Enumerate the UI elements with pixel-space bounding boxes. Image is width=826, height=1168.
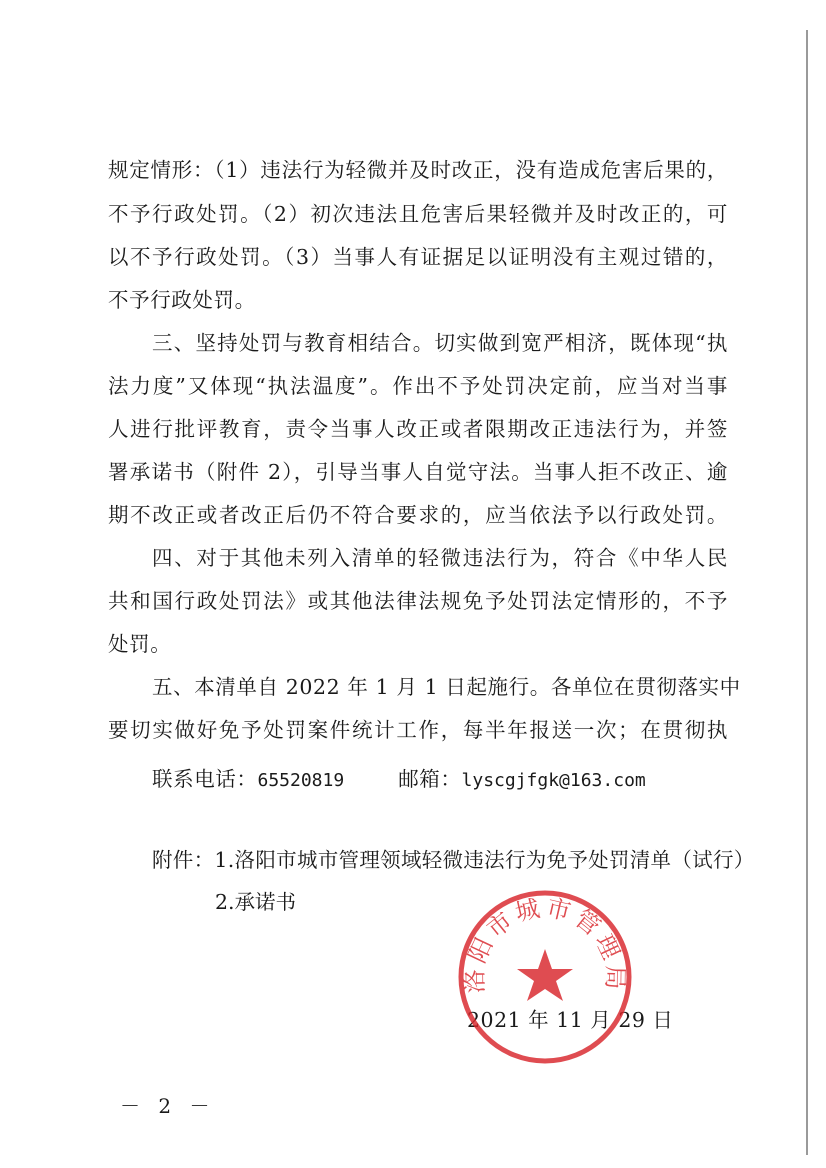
text-line: 处罚。 xyxy=(108,632,172,656)
text-line: 不予行政处罚。（2）初次违法且危害后果轻微并及时改正的，可 xyxy=(108,202,728,226)
page-number: － 2 － xyxy=(120,1094,216,1118)
text-line: 法力度”又体现“执法温度”。作出不予处罚决定前，应当对当事 xyxy=(108,374,728,398)
text-line: 三、坚持处罚与教育相结合。切实做到宽严相济，既体现“执 xyxy=(152,331,728,355)
attachment-line-1: 附件：1.洛阳市城市管理领域轻微违法行为免予处罚清单（试行） xyxy=(152,848,755,872)
text-line: 规定情形：（1）违法行为轻微并及时改正，没有造成危害后果的， xyxy=(108,158,728,182)
text-line: 共和国行政处罚法》或其他法律法规免予处罚法定情形的，不予 xyxy=(108,589,728,613)
text-line: 四、对于其他未列入清单的轻微违法行为，符合《中华人民 xyxy=(152,546,728,570)
page-edge-rule xyxy=(806,30,808,1155)
text-line: 以不予行政处罚。（3）当事人有证据足以证明没有主观过错的， xyxy=(108,245,728,269)
seal-star-icon xyxy=(517,949,573,1001)
official-seal-icon xyxy=(455,887,635,1067)
text-line: 期不改正或者改正后仍不符合要求的，应当依法予以行政处罚。 xyxy=(108,503,728,527)
text-line: 要切实做好免予处罚案件统计工作，每半年报送一次；在贯彻执 xyxy=(108,718,728,742)
contact-line xyxy=(152,765,646,795)
attachment-line-2: 2.承诺书 xyxy=(215,890,297,914)
text-line: 人进行批评教育，责令当事人改正或者限期改正违法行为，并签 xyxy=(108,417,728,441)
email-label: 邮箱： xyxy=(398,767,462,791)
phone-number: 65520819 xyxy=(257,770,345,791)
text-line: 署承诺书（附件 2），引导当事人自觉守法。当事人拒不改正、逾 xyxy=(108,460,728,484)
phone-label: 联系电话： xyxy=(152,767,258,791)
seal-text: 洛阳市城市管理局 xyxy=(460,893,630,994)
issue-date: 2021 年 11 月 29 日 xyxy=(467,1008,674,1032)
email-address: lyscgjfgk@163.com xyxy=(461,770,646,791)
text-line: 不予行政处罚。 xyxy=(108,288,256,312)
text-line: 五、本清单自 2022 年 1 月 1 日起施行。各单位在贯彻落实中 xyxy=(152,675,741,699)
